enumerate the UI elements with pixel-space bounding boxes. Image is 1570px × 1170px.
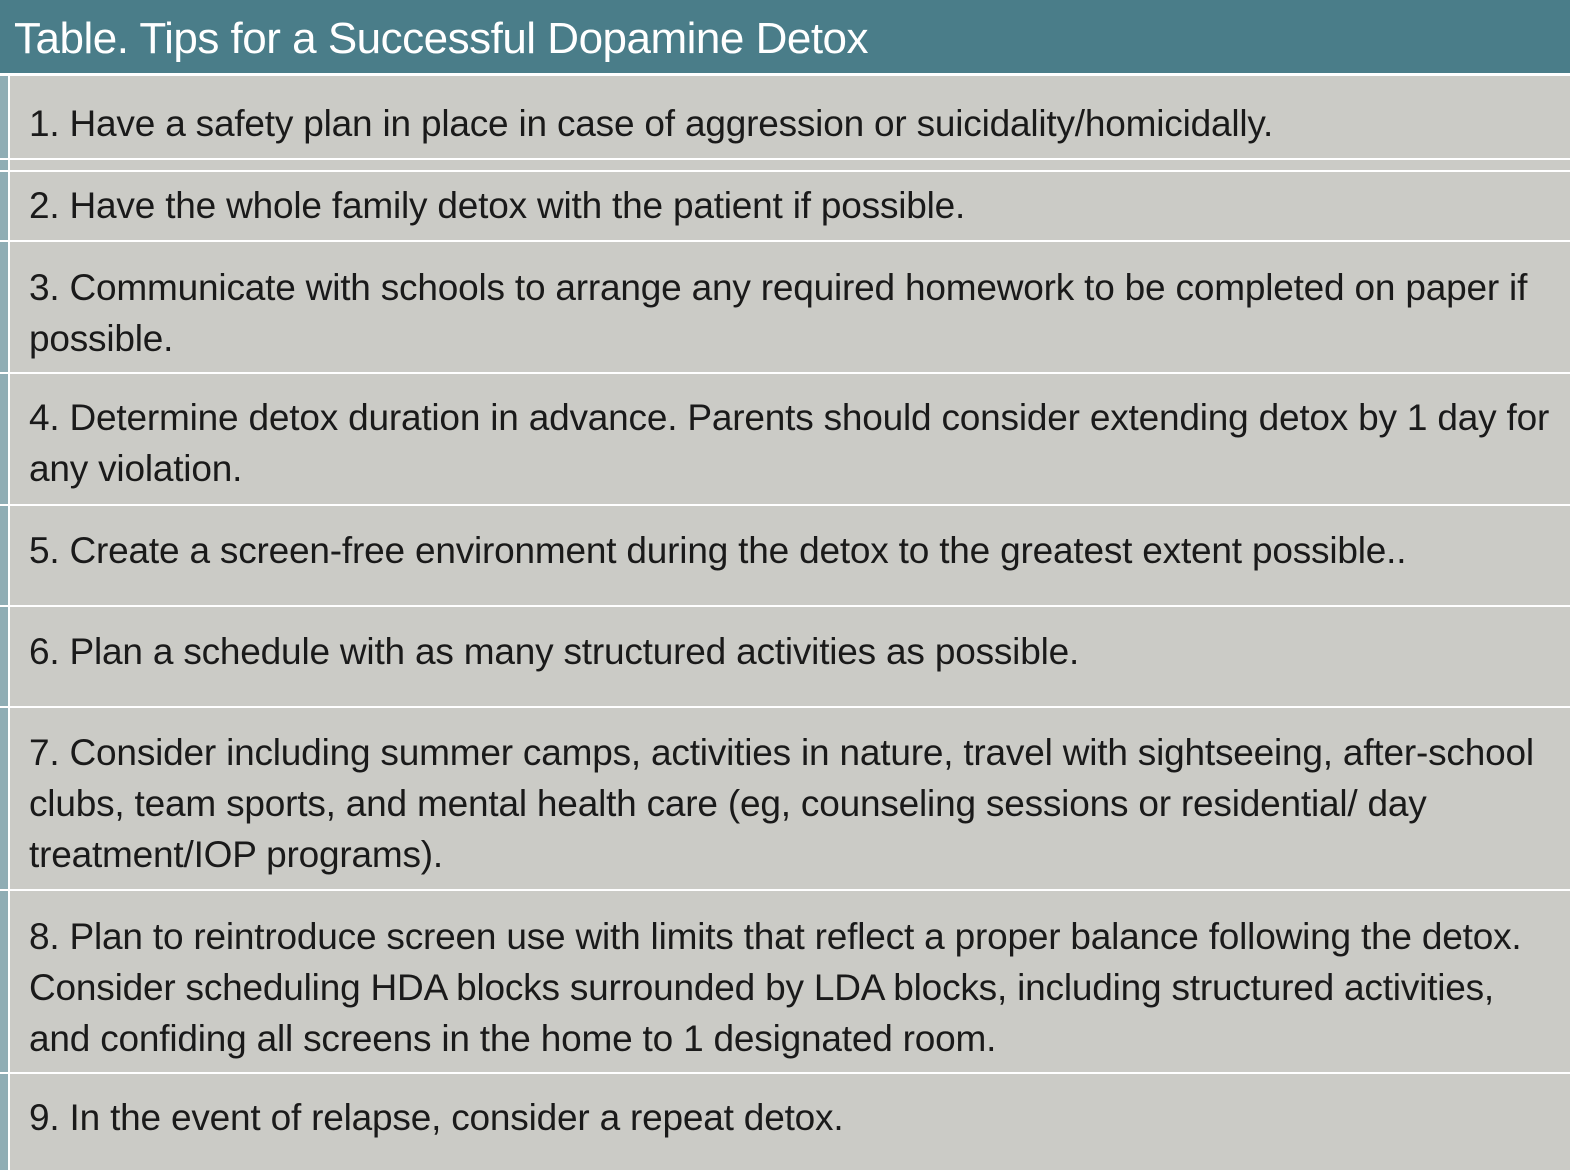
tip-6: 6. Plan a schedule with as many structured activities as possible. — [29, 631, 1080, 672]
table-row — [0, 891, 1570, 1074]
tip-7: 7. Consider including summer camps, activities in nature, travel with sightseeing, after-school clubs, team sports, and mental health care (eg, counseling sessions or residential/ day treatment/IOP programs). — [29, 732, 1534, 875]
tip-2: 2. Have the whole family detox with the patient if possible. — [29, 185, 966, 226]
table-row — [0, 172, 1570, 242]
tip-3: 3. Communicate with schools to arrange any required homework to be completed on paper if possible. — [29, 267, 1528, 359]
table-row — [0, 607, 1570, 708]
table-row — [0, 506, 1570, 607]
table-row — [0, 76, 1570, 160]
tip-8: 8. Plan to reintroduce screen use with limits that reflect a proper balance following the detox. Consider scheduling HDA blocks surrounded by LDA blocks, including structured activities, and confiding all screens in the home to 1 designated room. — [29, 916, 1522, 1059]
tip-9: 9. In the event of relapse, consider a repeat detox. — [29, 1097, 844, 1138]
table-title: Table. Tips for a Successful Dopamine Detox — [14, 14, 869, 63]
table-row — [0, 374, 1570, 506]
tip-1: 1. Have a safety plan in place in case of aggression or suicidality/homicidally. — [29, 103, 1274, 144]
table-row — [0, 708, 1570, 891]
table-row — [0, 242, 1570, 374]
tip-4: 4. Determine detox duration in advance. Parents should consider extending detox by 1 day for any violation. — [29, 397, 1550, 489]
table-header — [0, 0, 1570, 76]
table-row — [0, 1074, 1570, 1170]
tip-5: 5. Create a screen-free environment during the detox to the greatest extent possible.. — [29, 530, 1407, 571]
